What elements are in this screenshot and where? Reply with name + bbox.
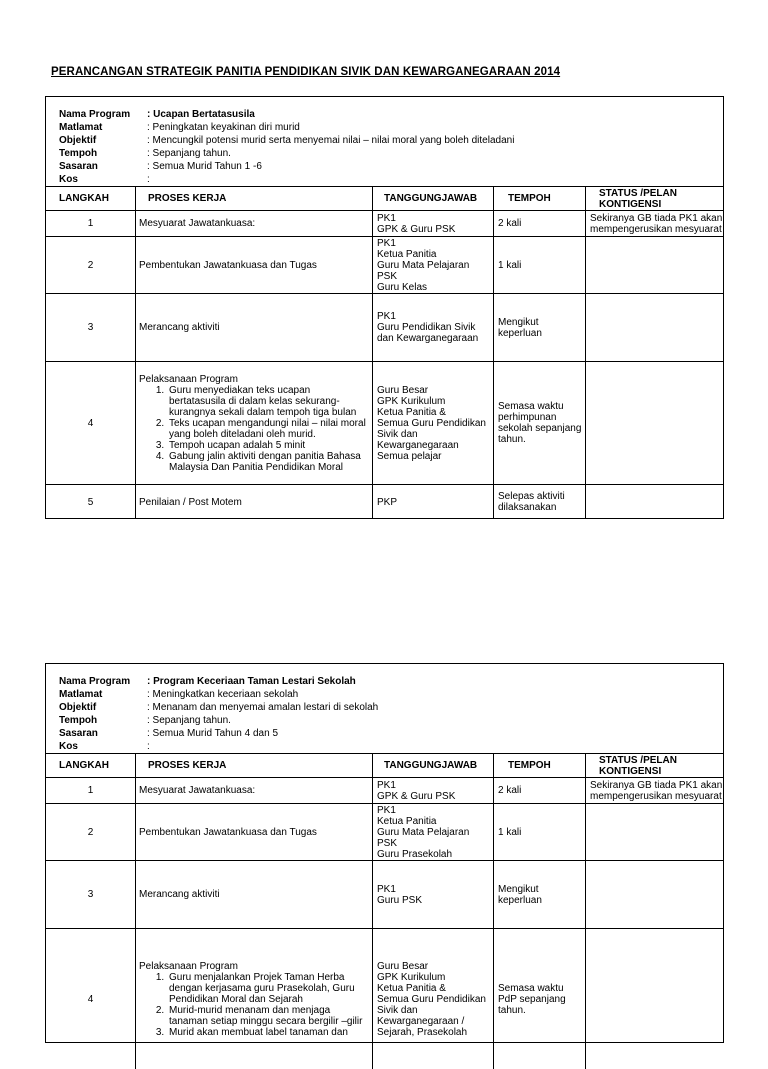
program-2-table: [45, 663, 724, 1043]
table-row: [46, 362, 723, 485]
table-row: [46, 861, 723, 929]
meta-value: :: [147, 174, 150, 185]
process-text: [136, 929, 373, 1069]
step-number: 1: [46, 778, 136, 803]
header-tanggungjawab: TANGGUNGJAWAB: [373, 187, 494, 210]
duration-text: Mengikut keperluan: [494, 861, 586, 928]
table-header-row: [46, 754, 723, 778]
program-info: [46, 664, 723, 754]
meta-value: : Sepanjang tahun.: [147, 148, 231, 159]
step-number: 5: [46, 485, 136, 519]
status-text: [586, 861, 723, 928]
status-text: [586, 485, 723, 519]
responsible-text: Guru Besar GPK Kurikulum Ketua Panitia & Semua Guru Pendidikan Sivik dan Kewarganegaraan Semua pelajar: [373, 362, 494, 484]
duration-text: 1 kali: [494, 804, 586, 860]
process-steps-list: [139, 385, 367, 473]
table-row: [46, 929, 723, 1069]
process-text: Pembentukan Jawatankuasa dan Tugas: [136, 804, 373, 860]
step-number: 3: [46, 861, 136, 928]
program-name: : Ucapan Bertatasusila: [147, 109, 255, 120]
process-text: [136, 362, 373, 484]
responsible-text: PKP: [373, 485, 494, 519]
status-text: [586, 929, 723, 1069]
header-proses-kerja: PROSES KERJA: [136, 187, 373, 210]
list-item: 2. Murid-murid menanam dan menjaga tanaman setiap minggu secara bergilir –gilir: [167, 1005, 367, 1027]
duration-text: Semasa waktu PdP sepanjang tahun.: [494, 929, 586, 1069]
meta-label: Matlamat: [59, 122, 103, 133]
header-status: STATUS /PELAN KONTIGENSI: [599, 187, 677, 210]
responsible-text: PK1 Guru PSK: [373, 861, 494, 928]
table-row: [46, 804, 723, 861]
process-text: Merancang aktiviti: [136, 294, 373, 361]
process-text: Mesyuarat Jawatankuasa:: [136, 211, 373, 236]
process-text: Penilaian / Post Motem: [136, 485, 373, 519]
responsible-text: PK1 GPK & Guru PSK: [373, 211, 494, 236]
duration-text: 2 kali: [494, 211, 586, 236]
process-title: Pelaksanaan Program: [139, 373, 238, 385]
status-text: [586, 804, 723, 860]
step-number: 2: [46, 237, 136, 293]
program-1-table: [45, 96, 724, 519]
meta-label: Nama Program: [59, 109, 131, 120]
header-langkah: LANGKAH: [46, 187, 136, 210]
duration-text: Semasa waktu perhimpunan sekolah sepanjang tahun.: [494, 362, 586, 484]
responsible-text: PK1 Ketua Panitia Guru Mata Pelajaran PSK Guru Kelas: [373, 237, 494, 293]
header-tanggungjawab: TANGGUNGJAWAB: [373, 754, 494, 777]
duration-text: Mengikut keperluan: [494, 294, 586, 361]
meta-label: Matlamat: [59, 689, 103, 700]
step-number: 1: [46, 211, 136, 236]
process-text: Merancang aktiviti: [136, 861, 373, 928]
list-item: 4. Gabung jalin aktiviti dengan panitia Bahasa Malaysia Dan Panitia Pendidikan Moral: [167, 451, 367, 473]
list-item: 3. Tempoh ucapan adalah 5 minit: [167, 440, 367, 451]
table-row: [46, 294, 723, 362]
meta-label: Sasaran: [59, 161, 98, 172]
process-text: Mesyuarat Jawatankuasa:: [136, 778, 373, 803]
list-item: 3. Murid akan membuat label tanaman dan: [167, 1027, 367, 1038]
meta-label: Kos: [59, 174, 78, 185]
meta-value: : Peningkatan keyakinan diri murid: [147, 122, 300, 133]
table-row: [46, 485, 723, 519]
list-item: 2. Teks ucapan mengandungi nilai – nilai moral yang boleh diteladani oleh murid.: [167, 418, 367, 440]
list-item: 1. Guru menyediakan teks ucapan bertatasusila di dalam kelas sekurang-kurangnya sekali dalam tempoh tiga bulan: [167, 385, 367, 418]
step-number: 2: [46, 804, 136, 860]
step-number: 4: [46, 929, 136, 1069]
meta-value: :: [147, 741, 150, 752]
duration-text: 2 kali: [494, 778, 586, 803]
header-langkah: LANGKAH: [46, 754, 136, 777]
document-title: PERANCANGAN STRATEGIK PANITIA PENDIDIKAN SIVIK DAN KEWARGANEGARAAN 2014: [51, 66, 561, 78]
table-header-row: [46, 187, 723, 211]
status-text: [586, 294, 723, 361]
status-text: [586, 237, 723, 293]
header-status: STATUS /PELAN KONTIGENSI: [599, 754, 677, 777]
list-item: 1. Guru menjalankan Projek Taman Herba dengan kerjasama guru Prasekolah, Guru Pendidikan Moral dan Sejarah: [167, 972, 367, 1005]
process-steps-list: [139, 972, 367, 1038]
status-text: Sekiranya GB tiada PK1 akan mempengerusikan mesyuarat: [590, 779, 723, 802]
header-tempoh: TEMPOH: [494, 754, 586, 777]
table-row: [46, 778, 723, 804]
meta-label: Sasaran: [59, 728, 98, 739]
step-number: 4: [46, 362, 136, 484]
meta-value: : Meningkatkan keceriaan sekolah: [147, 689, 299, 700]
meta-value: : Mencungkil potensi murid serta menyemai nilai – nilai moral yang boleh diteladani: [147, 135, 515, 146]
header-proses-kerja: PROSES KERJA: [136, 754, 373, 777]
program-name: : Program Keceriaan Taman Lestari Sekolah: [147, 676, 356, 687]
responsible-text: PK1 Guru Pendidikan Sivik dan Kewarganegaraan: [373, 294, 494, 361]
meta-label: Tempoh: [59, 148, 98, 159]
responsible-text: PK1 GPK & Guru PSK: [373, 778, 494, 803]
meta-label: Objektif: [59, 135, 97, 146]
meta-label: Kos: [59, 741, 78, 752]
step-number: 3: [46, 294, 136, 361]
meta-label: Objektif: [59, 702, 97, 713]
meta-value: : Sepanjang tahun.: [147, 715, 231, 726]
duration-text: 1 kali: [494, 237, 586, 293]
meta-value: : Menanam dan menyemai amalan lestari di sekolah: [147, 702, 379, 713]
responsible-text: PK1 Ketua Panitia Guru Mata Pelajaran PSK Guru Prasekolah: [373, 804, 494, 860]
status-text: Sekiranya GB tiada PK1 akan mempengerusikan mesyuarat: [590, 212, 723, 235]
responsible-text: Guru Besar GPK Kurikulum Ketua Panitia & Semua Guru Pendidikan Sivik dan Kewarganegaraan / Sejarah, Prasekolah: [373, 929, 494, 1069]
meta-value: : Semua Murid Tahun 4 dan 5: [147, 728, 279, 739]
program-info: [46, 97, 723, 187]
meta-label: Nama Program: [59, 676, 131, 687]
header-tempoh: TEMPOH: [494, 187, 586, 210]
duration-text: Selepas aktiviti dilaksanakan: [494, 485, 586, 519]
process-title: Pelaksanaan Program: [139, 960, 238, 972]
status-text: [586, 362, 723, 484]
meta-label: Tempoh: [59, 715, 98, 726]
table-row: [46, 211, 723, 237]
process-text: Pembentukan Jawatankuasa dan Tugas: [136, 237, 373, 293]
table-row: [46, 237, 723, 294]
meta-value: : Semua Murid Tahun 1 -6: [147, 161, 262, 172]
